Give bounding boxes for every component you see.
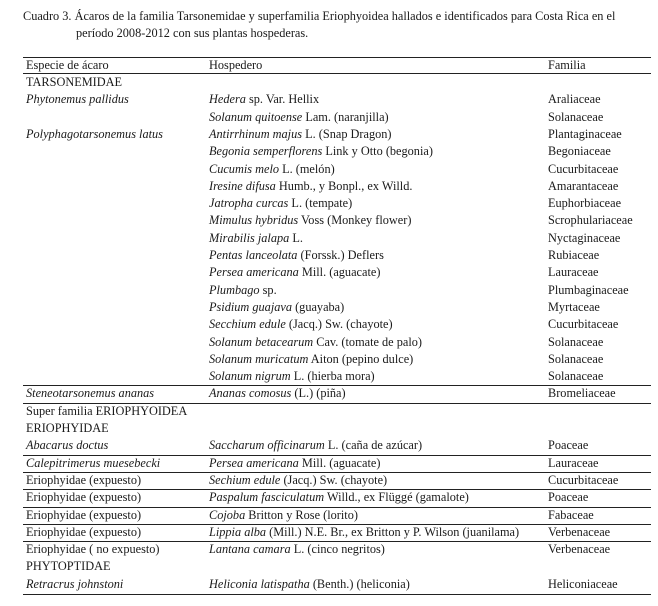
host-cell xyxy=(209,299,344,316)
table-row xyxy=(23,316,651,333)
table-row xyxy=(23,282,651,299)
mite-species-cell xyxy=(26,74,122,91)
scientific-name: Polyphagotarsonemus latus xyxy=(26,126,163,141)
mite-species-cell xyxy=(26,455,160,472)
text-segment: (Mill.) N.E. Br., ex Britton y P. Wilson (juanilama) xyxy=(266,524,520,539)
host-cell xyxy=(209,161,335,178)
text-segment: Voss (Monkey flower) xyxy=(298,213,412,228)
scientific-name: Jatropha curcas xyxy=(209,196,289,211)
host-cell xyxy=(209,489,469,506)
mite-species-cell xyxy=(26,507,141,524)
scientific-name: Solanum betacearum xyxy=(209,334,314,349)
text-segment: Eriophyidae (expuesto) xyxy=(26,472,142,487)
family-cell: Verbenaceae xyxy=(548,524,611,539)
family-cell: Poaceae xyxy=(548,438,589,453)
host-cell xyxy=(209,385,346,402)
text-segment: Link y Otto (begonia) xyxy=(322,144,433,159)
host-cell xyxy=(209,524,519,541)
host-cell xyxy=(209,212,411,229)
scientific-name: Cojoba xyxy=(209,507,246,522)
text-segment: Willd., ex Flüggé (gamalote) xyxy=(324,490,469,505)
scientific-name: Sechium edule xyxy=(209,472,281,487)
family-cell: Amarantaceae xyxy=(548,178,619,193)
text-segment: Eriophyidae (expuesto) xyxy=(26,507,142,522)
text-segment: Eriophyidae ( no expuesto) xyxy=(26,542,160,557)
scientific-name: Mirabilis jalapa xyxy=(209,230,290,245)
family-cell: Lauraceae xyxy=(548,455,599,470)
table-row xyxy=(23,420,651,437)
family-cell: Nyctaginaceae xyxy=(548,230,621,245)
scientific-name: Ananas comosus xyxy=(209,386,292,401)
scientific-name: Pentas lanceolata xyxy=(209,248,298,262)
scientific-name: Steneotarsonemus ananas xyxy=(26,386,155,401)
family-cell: Poaceae xyxy=(548,490,589,505)
text-segment: Cav. (tomate de palo) xyxy=(313,334,422,349)
scientific-name: Plumbago xyxy=(209,282,260,297)
text-segment: (Forssk.) Deflers xyxy=(297,248,384,262)
scientific-name: Hedera xyxy=(209,92,246,107)
host-cell xyxy=(209,109,389,126)
host-cell xyxy=(209,351,413,368)
family-cell: Cucurbitaceae xyxy=(548,472,619,487)
mite-species-cell xyxy=(26,472,141,489)
text-segment: Super familia ERIOPHYOIDEA xyxy=(26,403,188,418)
scientific-name: Lantana camara xyxy=(209,542,291,557)
table-row xyxy=(23,126,651,143)
table-row xyxy=(23,558,651,575)
table-row xyxy=(23,576,651,593)
table-row xyxy=(23,489,651,506)
table-row xyxy=(23,230,651,247)
mite-species-cell xyxy=(26,576,123,593)
scientific-name: Abacarus doctus xyxy=(26,438,109,453)
text-segment: L. (Snap Dragon) xyxy=(302,126,392,141)
scientific-name: Calepitrimerus muesebecki xyxy=(26,455,161,470)
text-segment: Eriophyidae (expuesto) xyxy=(26,524,142,539)
text-segment: (Benth.) (heliconia) xyxy=(309,576,410,591)
caption-line-2: período 2008-2012 con sus plantas hospederas. xyxy=(76,26,309,40)
host-cell xyxy=(209,334,422,351)
family-cell: Solanaceae xyxy=(548,351,604,366)
text-segment: (guayaba) xyxy=(292,299,345,314)
scientific-name: Mimulus hybridus xyxy=(209,213,299,228)
mite-species-cell xyxy=(26,403,187,420)
family-cell: Rubiaceae xyxy=(548,248,600,262)
mite-species-cell xyxy=(26,541,160,558)
text-segment: Eriophyidae (expuesto) xyxy=(26,490,142,505)
scientific-name: Antirrhinum majus xyxy=(209,126,303,141)
table-row xyxy=(23,455,651,472)
host-cell xyxy=(209,576,410,593)
text-segment: sp. Var. Hellix xyxy=(245,92,320,107)
text-segment: Humb., y Bonpl., ex Willd. xyxy=(275,178,413,193)
table-header-row xyxy=(23,57,651,74)
host-cell xyxy=(209,455,380,472)
column-header: Especie de ácaro xyxy=(26,58,109,72)
table-row xyxy=(23,351,651,368)
mite-species-cell xyxy=(26,437,108,454)
family-cell: Verbenaceae xyxy=(548,542,611,557)
text-segment: ERIOPHYIDAE xyxy=(26,421,109,435)
table-row xyxy=(23,541,651,558)
text-segment: Aiton (pepino dulce) xyxy=(308,351,414,366)
table-row xyxy=(23,178,651,195)
host-cell xyxy=(209,264,380,281)
mite-species-cell xyxy=(26,524,141,541)
text-segment: L. (hierba mora) xyxy=(290,369,375,384)
family-cell: Fabaceae xyxy=(548,507,594,522)
text-segment: L. (melón) xyxy=(279,161,335,176)
host-cell xyxy=(209,472,387,489)
text-segment: (L.) (piña) xyxy=(291,386,346,401)
table-bottom-rule xyxy=(23,594,651,595)
scientific-name: Cucumis melo xyxy=(209,161,280,176)
table-row xyxy=(23,472,651,489)
host-cell xyxy=(209,247,384,264)
family-cell: Cucurbitaceae xyxy=(548,317,619,332)
table-row xyxy=(23,74,651,91)
table-row xyxy=(23,437,651,454)
family-cell: Scrophulariaceae xyxy=(548,213,633,228)
table-row xyxy=(23,403,651,420)
host-cell xyxy=(209,541,385,558)
family-cell: Lauraceae xyxy=(548,265,599,280)
column-header: Familia xyxy=(548,58,586,72)
host-cell xyxy=(209,507,358,524)
text-segment: (Jacq.) Sw. (chayote) xyxy=(285,317,393,332)
column-header: Hospedero xyxy=(209,58,263,72)
table-row xyxy=(23,247,651,264)
scientific-name: Solanum muricatum xyxy=(209,351,309,366)
table-row xyxy=(23,195,651,212)
table-row xyxy=(23,334,651,351)
scientific-name: Psidium guajava xyxy=(209,299,292,314)
table-caption xyxy=(23,8,653,42)
host-cell xyxy=(209,143,433,160)
mite-species-cell xyxy=(26,489,141,506)
family-cell: Euphorbiaceae xyxy=(548,196,622,211)
table-row xyxy=(23,524,651,541)
family-cell: Solanaceae xyxy=(548,109,604,124)
text-segment: TARSONEMIDAE xyxy=(26,75,123,89)
scientific-name: Heliconia latispatha xyxy=(209,576,310,591)
scientific-name: Paspalum fasciculatum xyxy=(209,490,325,505)
scientific-name: Lippia alba xyxy=(209,524,267,539)
text-segment: L. (tempate) xyxy=(288,196,353,211)
scientific-name: Solanum quitoense xyxy=(209,109,303,124)
mite-species-cell xyxy=(26,558,111,575)
table-row xyxy=(23,212,651,229)
table-row xyxy=(23,91,651,108)
host-cell xyxy=(209,91,319,108)
scientific-name: Retracrus johnstoni xyxy=(26,576,124,591)
family-cell: Solanaceae xyxy=(548,334,604,349)
scientific-name: Secchium edule xyxy=(209,317,286,332)
text-segment: PHYTOPTIDAE xyxy=(26,559,111,574)
text-segment: (Jacq.) Sw. (chayote) xyxy=(280,472,388,487)
host-cell xyxy=(209,316,393,333)
table-row xyxy=(23,368,651,385)
mite-species-cell xyxy=(26,126,163,143)
table-row xyxy=(23,264,651,281)
text-segment: Mill. (aguacate) xyxy=(298,265,381,280)
table-row xyxy=(23,161,651,178)
family-cell: Plumbaginaceae xyxy=(548,282,629,297)
family-cell: Bromeliaceae xyxy=(548,386,616,401)
scientific-name: Saccharum officinarum xyxy=(209,438,325,453)
scientific-name: Solanum nigrum xyxy=(209,369,291,384)
caption-line-1: Cuadro 3. Ácaros de la familia Tarsonemidae y superfamilia Eriophyoidea hallados e identificados para Costa Rica en el xyxy=(23,9,616,23)
text-segment: L. xyxy=(289,230,303,245)
mite-species-cell xyxy=(26,420,109,437)
family-cell: Plantaginaceae xyxy=(548,126,622,141)
text-segment: sp. xyxy=(259,282,277,297)
host-cell xyxy=(209,282,277,299)
text-segment: Britton y Rose (lorito) xyxy=(245,507,358,522)
text-segment: L. (caña de azúcar) xyxy=(324,438,423,453)
host-cell xyxy=(209,195,352,212)
family-cell: Cucurbitaceae xyxy=(548,161,619,176)
table-row xyxy=(23,143,651,160)
scientific-name: Begonia semperflorens xyxy=(209,144,323,159)
mite-species-cell xyxy=(26,385,154,402)
text-segment: L. (cinco negritos) xyxy=(290,542,385,557)
host-cell xyxy=(209,126,392,143)
table-row xyxy=(23,507,651,524)
table-row xyxy=(23,299,651,316)
host-cell xyxy=(209,178,412,195)
host-cell xyxy=(209,437,422,454)
scientific-name: Iresine difusa xyxy=(209,178,276,193)
host-cell xyxy=(209,368,375,385)
family-cell: Solanaceae xyxy=(548,369,604,384)
family-cell: Heliconiaceae xyxy=(548,576,618,591)
family-cell: Myrtaceae xyxy=(548,299,600,314)
text-segment: Mill. (aguacate) xyxy=(298,455,381,470)
family-cell: Araliaceae xyxy=(548,92,601,107)
family-cell: Begoniaceae xyxy=(548,144,611,159)
scientific-name: Phytonemus pallidus xyxy=(26,92,129,107)
table-row xyxy=(23,109,651,126)
scientific-name: Persea americana xyxy=(209,455,299,470)
mite-species-cell xyxy=(26,91,129,108)
host-cell xyxy=(209,230,303,247)
scientific-name: Persea americana xyxy=(209,265,299,280)
text-segment: Lam. (naranjilla) xyxy=(302,109,389,124)
table-row xyxy=(23,385,651,402)
